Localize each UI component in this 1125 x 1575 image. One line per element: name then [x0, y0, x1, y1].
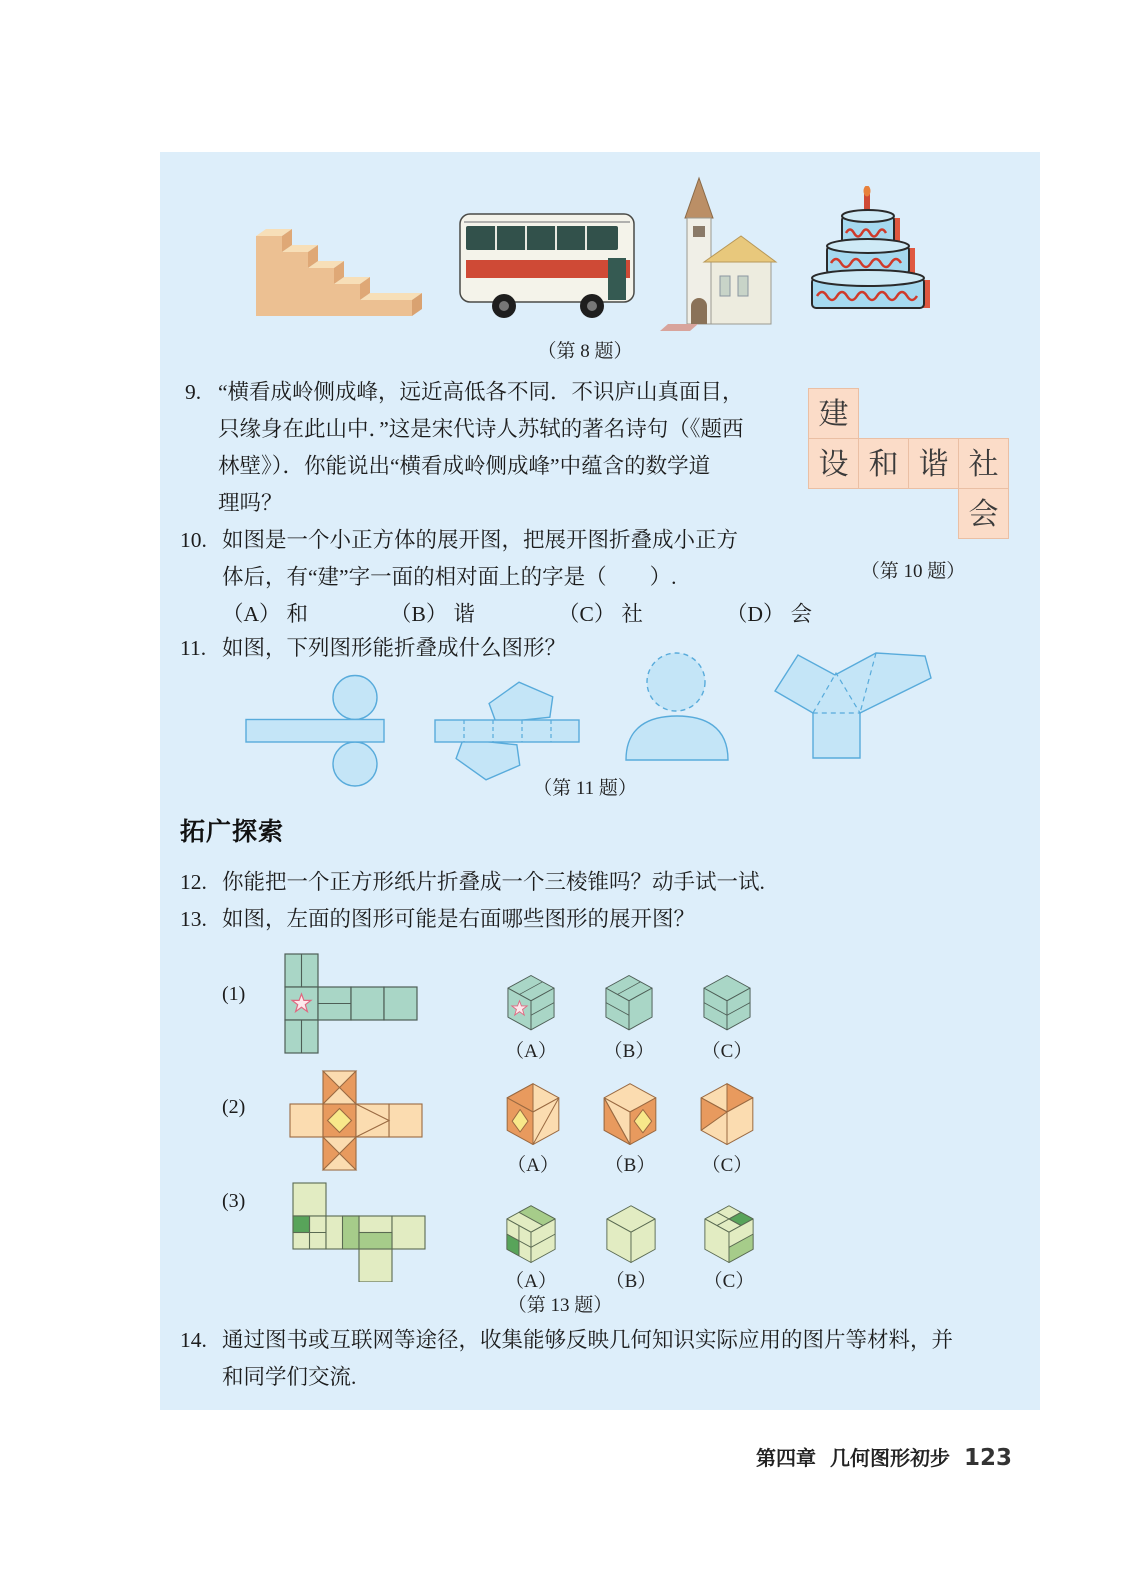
net-cell-he: 和	[858, 438, 909, 489]
option-c-label: （C）	[703, 1271, 755, 1292]
question-number: 13.	[180, 907, 207, 931]
page-footer	[756, 1442, 1012, 1471]
question-text: 理吗？	[218, 491, 283, 515]
question-number: 12.	[180, 870, 207, 894]
figure-11-caption: （第 11 题）	[533, 778, 637, 799]
question-text: 你能把一个正方形纸片折叠成一个三棱锥吗？动手试一试.	[222, 870, 765, 894]
option-c: （C） 社	[558, 602, 643, 626]
option-a: （A） 和	[222, 602, 309, 626]
question-number: 9.	[185, 380, 202, 404]
person-silhouette-figure	[622, 650, 732, 762]
row-2-label: (2)	[222, 1096, 246, 1118]
question-number: 10.	[180, 528, 207, 552]
cube-2a-figure	[503, 1082, 563, 1147]
net-cell-she2: 社	[958, 438, 1009, 489]
question-text: 如图，左面的图形可能是右面哪些图形的展开图？	[222, 907, 696, 931]
row-1-label: (1)	[222, 983, 246, 1005]
option-a-label: （A）	[507, 1155, 559, 1176]
cube-2c-figure	[697, 1082, 757, 1147]
option-a-label: （A）	[505, 1041, 557, 1062]
question-13	[180, 901, 695, 938]
question-text: “横看成岭侧成峰，远近高低各不同．不识庐山真面目，	[218, 380, 744, 404]
cube-1b-figure	[602, 974, 656, 1032]
triangular-pyramid-net-figure	[768, 646, 938, 764]
net-cell-she: 设	[808, 438, 859, 489]
option-d: （D） 会	[726, 602, 813, 626]
section-heading: 拓广探索	[180, 817, 285, 846]
cube-3a-figure	[503, 1204, 559, 1265]
question-text: 和同学们交流.	[222, 1365, 357, 1389]
question-14	[180, 1322, 953, 1396]
option-a-label: （A）	[505, 1271, 557, 1292]
cube-3b-figure	[603, 1204, 659, 1265]
option-b-label: （B）	[603, 1041, 655, 1062]
question-10	[180, 522, 894, 633]
question-text: 如图是一个小正方体的展开图，把展开图折叠成小正方	[222, 528, 739, 552]
row-3-label: (3)	[222, 1190, 246, 1212]
double-decker-bus-illustration	[452, 208, 642, 320]
question-number: 14.	[180, 1328, 207, 1352]
question-text: 林壁》）．你能说出“横看成岭侧成峰”中蕴含的数学道	[218, 454, 711, 478]
question-text: 通过图书或互联网等途径，收集能够反映几何知识实际应用的图片等材料，并	[222, 1328, 954, 1352]
figure-10-caption: （第 10 题）	[860, 561, 966, 582]
option-b-label: （B）	[604, 1155, 656, 1176]
pentagonal-prism-net-figure	[428, 646, 586, 794]
chapter-label: 第四章	[755, 1446, 816, 1470]
figure-13-caption: （第 13 题）	[507, 1295, 613, 1316]
cube-1c-figure	[700, 974, 754, 1032]
option-b: （B） 谐	[390, 602, 475, 626]
net-cell-hui: 会	[958, 488, 1009, 539]
net-cell-xie: 谐	[908, 438, 959, 489]
page-number: 123	[963, 1445, 1012, 1471]
question-12	[180, 864, 765, 901]
cube-net-2-figure	[289, 1070, 423, 1171]
cylinder-net-figure	[243, 653, 388, 788]
option-c-label: （C）	[701, 1041, 753, 1062]
cube-1a-figure	[504, 974, 558, 1032]
answer-options	[180, 596, 894, 633]
cube-net-1-figure	[283, 952, 423, 1054]
question-text: 体后，有“建”字一面的相对面上的字是（ ）.	[222, 565, 677, 589]
net-cell-jian: 建	[808, 388, 859, 439]
stairs-illustration	[242, 222, 422, 317]
question-text: 如图，下列图形能折叠成什么图形？	[222, 636, 567, 660]
cube-net-3-figure	[292, 1182, 426, 1282]
question-9	[185, 374, 744, 522]
chapter-title: 几何图形初步	[829, 1446, 950, 1470]
figure-8-caption: （第 8 题）	[537, 341, 633, 362]
birthday-cake-illustration	[800, 186, 935, 321]
question-text: 只缘身在此山中．”这是宋代诗人苏轼的著名诗句（《题西	[218, 417, 744, 441]
option-b-label: （B）	[605, 1271, 657, 1292]
question-number: 11.	[180, 636, 207, 660]
church-illustration	[658, 176, 778, 331]
option-c-label: （C）	[701, 1155, 753, 1176]
cube-2b-figure	[600, 1082, 660, 1147]
cube-3c-figure	[701, 1204, 757, 1265]
